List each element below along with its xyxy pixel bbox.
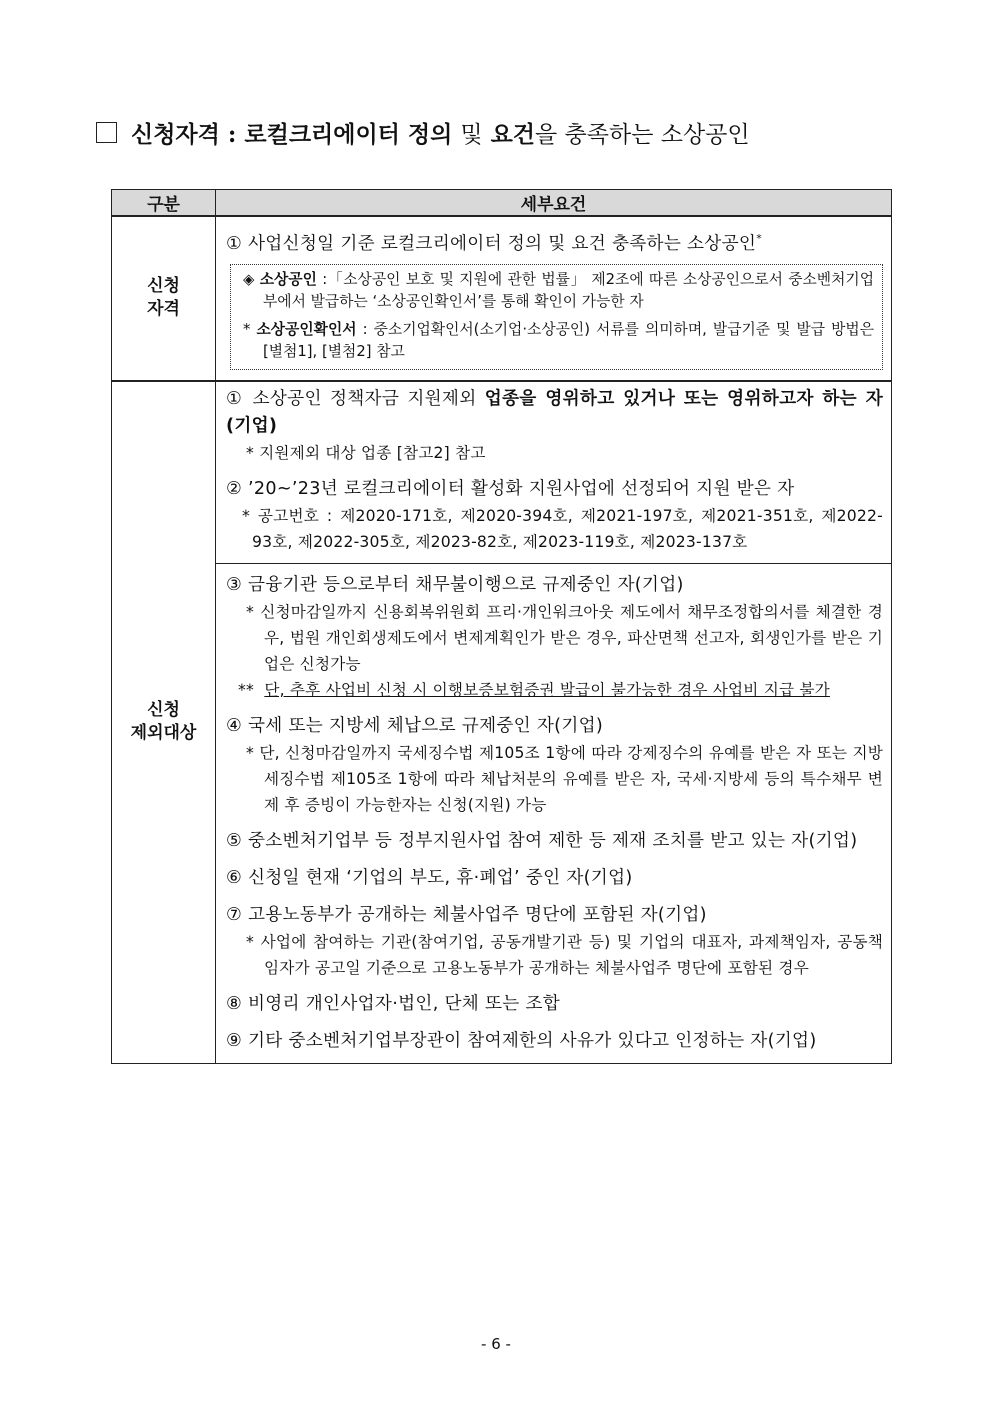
header-category: 구분 xyxy=(112,190,216,217)
exclusion-item-3: ③ 금융기관 등으로부터 채무불이행으로 규제중인 자(기업) xyxy=(226,574,684,595)
header-details: 세부요건 xyxy=(216,190,892,217)
exclusion-row-a xyxy=(112,381,892,564)
section-heading xyxy=(96,112,916,152)
table-header-row xyxy=(112,190,892,217)
heading-part1: 신청자격 : 로컬크리에이터 정의 xyxy=(131,120,453,148)
requirements-table xyxy=(111,189,892,1064)
eligibility-item-1: ① 사업신청일 기준 로컬크리에이터 정의 및 요건 충족하는 소상공인* xyxy=(226,232,763,254)
eligibility-label: 신청 자격 xyxy=(112,216,216,381)
heading-part4: 을 충족하는 소상공인 xyxy=(535,121,750,148)
exclusion-label: 신청 제외대상 xyxy=(112,381,216,1064)
eligibility-row xyxy=(112,216,892,381)
eligibility-details xyxy=(216,216,892,381)
exclusion-details-a xyxy=(216,381,892,564)
note-sme-definition: ◈ 소상공인 :「소상공인 보호 및 지원에 관한 법률」 제2조에 따른 소상공인으로서 중소벤처기업부에서 발급하는 ‘소상공인확인서’를 통해 확인이 가능한 자 xyxy=(243,270,874,310)
exclusion-item-2-note: * 공고번호 : 제2020-171호, 제2020-394호, 제2021-197호, 제2021-351호, 제2022-93호, 제2022-305호, 제2023-82호, 제2023-119호, 제2023-137호 xyxy=(242,506,883,551)
exclusion-item-1-note: * 지원제외 대상 업종 [참고2] 참고 xyxy=(246,443,486,462)
exclusion-item-7: ⑦ 고용노동부가 공개하는 체불사업주 명단에 포함된 자(기업) xyxy=(226,904,707,925)
exclusion-item-6: ⑥ 신청일 현재 ‘기업의 부도, 휴·폐업’ 중인 자(기업) xyxy=(226,867,633,888)
exclusion-item-8: ⑧ 비영리 개인사업자·법인, 단체 또는 조합 xyxy=(226,993,561,1014)
exclusion-item-5: ⑤ 중소벤처기업부 등 정부지원사업 참여 제한 등 제재 조치를 받고 있는 자(기업) xyxy=(226,830,858,851)
exclusion-row-b xyxy=(112,563,892,1063)
exclusion-item-3-note: * 신청마감일까지 신용회복위원회 프리·개인워크아웃 제도에서 채무조정합의서를 체결한 경우, 법원 개인회생제도에서 변제계획인가 받은 경우, 파산면책 선고자, 회생인가를 받은 기업은 신청가능 xyxy=(246,602,883,673)
page-number: - 6 - xyxy=(481,1335,511,1353)
exclusion-item-9: ⑨ 기타 중소벤처기업부장관이 참여제한의 사유가 있다고 인정하는 자(기업) xyxy=(226,1030,817,1051)
exclusion-item-7-note: * 사업에 참여하는 기관(참여기업, 공동개발기관 등) 및 기업의 대표자, 과제책임자, 공동책임자가 공고일 기준으로 고용노동부가 공개하는 체불사업주 명단에 포함된 경우 xyxy=(246,932,883,977)
eligibility-note-box xyxy=(230,264,883,370)
exclusion-item-3-note2: ** 단, 추후 사업비 신청 시 이행보증보험증권 발급이 불가능한 경우 사업비 지급 불가 xyxy=(238,680,830,699)
exclusion-item-1: ① 소상공인 정책자금 지원제외 업종을 영위하고 있거나 또는 영위하고자 하는 자(기업) xyxy=(226,388,883,436)
exclusion-item-4-note: * 단, 신청마감일까지 국세징수법 제105조 1항에 따라 강제징수의 유예를 받은 자 또는 지방세징수법 제105조 1항에 따라 체납처분의 유예를 받은 자, 국세·지방세 등의 특수채무 변제 후 증빙이 가능한자는 신청(지원) 가능 xyxy=(246,743,883,814)
exclusion-item-4: ④ 국세 또는 지방세 체납으로 규제중인 자(기업) xyxy=(226,715,604,736)
checkbox-square-icon xyxy=(96,122,117,143)
note-sme-certificate: * 소상공인확인서 : 중소기업확인서(소기업·소상공인) 서류를 의미하며, 발급기준 및 발급 방법은 [별첨1], [별첨2] 참고 xyxy=(243,320,874,360)
heading-part2: 및 xyxy=(460,121,483,148)
exclusion-item-2: ② ’20~’23년 로컬크리에이터 활성화 지원사업에 선정되어 지원 받은 자 xyxy=(226,478,795,499)
exclusion-details-b xyxy=(216,563,892,1063)
heading-part3: 요건 xyxy=(490,120,536,148)
